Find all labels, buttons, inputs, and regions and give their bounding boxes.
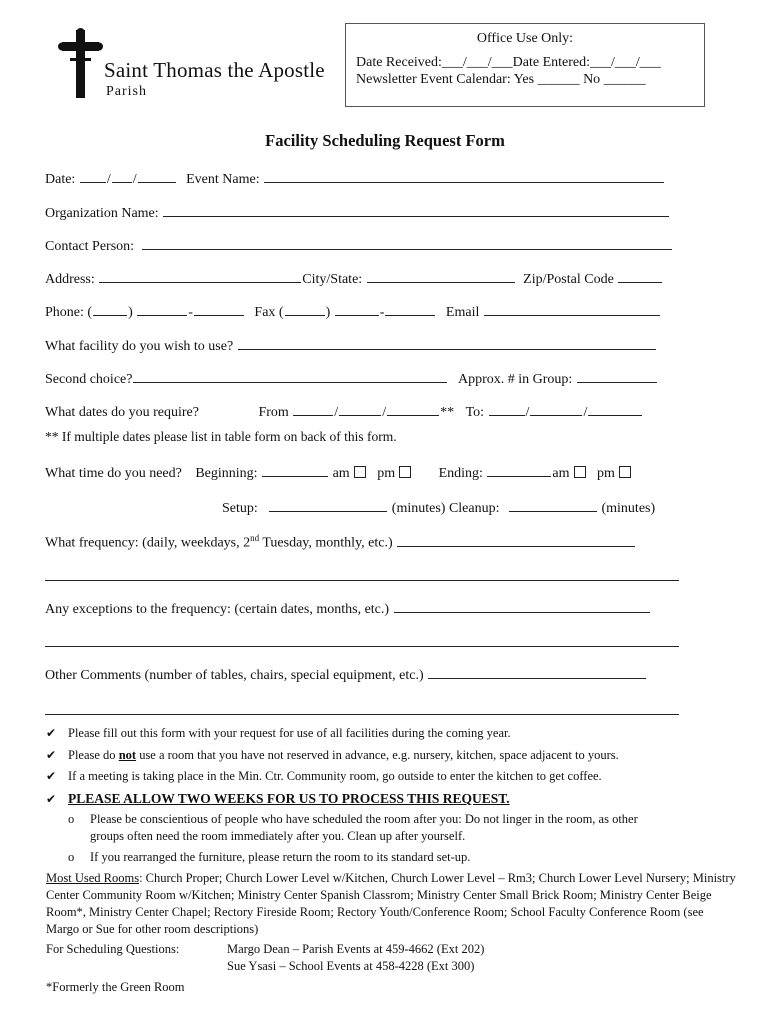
bullet-text: Please do	[68, 748, 116, 762]
address-field[interactable]	[99, 270, 301, 283]
fax-area-field[interactable]	[285, 303, 325, 316]
circle-bullet-icon: o	[68, 850, 75, 864]
beginning-time-field[interactable]	[262, 464, 328, 477]
setup-row	[222, 499, 655, 517]
frequency-sup: nd	[250, 533, 260, 543]
rooms-text: : Church Proper; Church Lower Level w/Kitchen, Church Lower Level – Rm3; Church Lower Level Nursery; Ministry Center Community Room w/Kitchen; Ministry Center Spanish Classrom; Ministry Center Small Brick Room; Ministry Center Beige Room*, Ministry Center Chapel; Rectory Fireside Room; Rectory Youth/Conference Room; School Faculty Conference Room (see Margo or Sue for other room descriptions)	[46, 871, 736, 936]
date-label: Date:	[45, 172, 76, 187]
event-name-field[interactable]	[264, 170, 664, 183]
bullet-text-rest: use a room that you have not reserved in advance, e.g. nursery, kitchen, space adjacent to yours.	[136, 748, 619, 762]
contact-field[interactable]	[142, 237, 672, 250]
bullet-item	[46, 769, 602, 784]
date-year-field[interactable]	[138, 170, 176, 183]
facility-question: What facility do you wish to use?	[45, 339, 234, 354]
parish-sub: Parish	[106, 84, 147, 99]
sub-bullet-item	[68, 850, 470, 865]
phone-area-field[interactable]	[93, 303, 127, 316]
phone-prefix-field[interactable]	[137, 303, 187, 316]
address-row	[45, 270, 663, 288]
form-title: Facility Scheduling Request Form	[265, 131, 505, 150]
beginning-pm-label: pm	[377, 466, 396, 481]
bullet-emphasis: not	[118, 748, 137, 762]
from-label: From	[258, 405, 289, 420]
city-label: City/State:	[302, 272, 363, 287]
phone-label: Phone:	[45, 305, 84, 320]
organization-label: Organization Name:	[45, 206, 159, 221]
check-icon: ✔	[46, 769, 57, 783]
zip-field[interactable]	[618, 270, 662, 283]
email-label: Email	[445, 305, 480, 320]
contact-margo: Margo Dean – Parish Events at 459-4662 (Ext 202)	[227, 942, 485, 956]
city-field[interactable]	[367, 270, 515, 283]
sub-bullet-text: If you rearranged the furniture, please return the room to its standard set-up.	[90, 850, 471, 864]
address-label: Address:	[45, 272, 95, 287]
frequency-question-b: Tuesday, monthly, etc.)	[259, 535, 393, 551]
check-icon: ✔	[46, 792, 57, 806]
exceptions-question: Any exceptions to the frequency: (certain dates, months, etc.)	[45, 602, 390, 617]
bullet-text: Please fill out this form with your request for use of all facilities during the coming year.	[68, 726, 511, 740]
rooms-label: Most Used Rooms	[46, 871, 140, 885]
comments-row	[45, 666, 647, 684]
fax-line-field[interactable]	[385, 303, 435, 316]
office-use-title: Office Use Only:	[476, 31, 574, 46]
group-size-field[interactable]	[577, 370, 657, 383]
dates-question: What dates do you require?	[45, 405, 199, 420]
to-year-field[interactable]	[588, 403, 642, 416]
ending-am-label: am	[552, 466, 570, 481]
facility-field[interactable]	[238, 337, 656, 350]
newsletter-line: Newsletter Event Calendar: Yes ______ No ______	[356, 72, 646, 87]
sub-bullet-continuation: groups often need the room immediately after you. Clean up after yourself.	[90, 829, 466, 843]
facility-row	[45, 337, 657, 355]
beginning-am-label: am	[332, 466, 350, 481]
check-icon: ✔	[46, 748, 57, 762]
setup-label: Setup:	[222, 501, 258, 516]
contacts-label: For Scheduling Questions:	[46, 942, 180, 956]
second-choice-row	[45, 370, 658, 388]
footnote: *Formerly the Green Room	[46, 980, 185, 994]
bullet-text: If a meeting is taking place in the Min. Ctr. Community room, go outside to enter the kitchen to get coffee.	[68, 769, 602, 783]
time-row	[45, 464, 631, 482]
most-used-rooms	[46, 870, 736, 938]
from-day-field[interactable]	[339, 403, 381, 416]
event-name-label: Event Name:	[186, 172, 260, 187]
circle-bullet-icon: o	[68, 812, 75, 826]
date-month-field[interactable]	[80, 170, 106, 183]
contact-row	[45, 237, 673, 255]
cleanup-field[interactable]	[509, 499, 597, 512]
setup-field[interactable]	[269, 499, 387, 512]
bullet-item	[46, 791, 510, 807]
cleanup-label: Cleanup:	[448, 501, 500, 516]
email-field[interactable]	[484, 303, 660, 316]
frequency-row	[45, 533, 636, 552]
date-received-line: Date Received:___/___/___Date Entered:___/___/___	[356, 55, 661, 70]
check-icon: ✔	[46, 726, 57, 740]
cleanup-minutes: (minutes)	[601, 501, 656, 516]
to-month-field[interactable]	[489, 403, 525, 416]
ending-pm-checkbox[interactable]	[619, 466, 631, 478]
second-choice-label: Second choice?	[45, 372, 133, 387]
phone-row: Phone: ( ) - Fax ( ) - Email	[45, 303, 661, 321]
contact-label: Contact Person:	[45, 239, 135, 254]
parish-logo	[58, 28, 328, 100]
sub-bullet-item	[68, 812, 638, 827]
bullet-text: PLEASE ALLOW TWO WEEKS FOR US TO PROCESS THIS REQUEST.	[68, 791, 510, 806]
phone-line-field[interactable]	[194, 303, 244, 316]
contact-sue: Sue Ysasi – School Events at 458-4228 (Ext 300)	[227, 959, 475, 973]
beginning-am-checkbox[interactable]	[354, 466, 366, 478]
date-day-field[interactable]	[112, 170, 132, 183]
bullet-item	[46, 726, 511, 741]
cross-icon	[58, 28, 104, 100]
organization-row	[45, 204, 670, 222]
to-label: To:	[465, 405, 485, 420]
ending-pm-label: pm	[597, 466, 615, 481]
comments-field-line2[interactable]	[45, 714, 679, 715]
frequency-field-line2[interactable]	[45, 580, 679, 581]
from-year-field[interactable]	[387, 403, 439, 416]
office-use-box	[345, 23, 705, 107]
organization-field[interactable]	[163, 204, 669, 217]
sub-bullet-text: Please be conscientious of people who have scheduled the room after you: Do not linger in the room, as other	[90, 812, 638, 826]
zip-label: Zip/Postal Code	[523, 272, 614, 287]
ending-label: Ending:	[438, 466, 483, 481]
parish-name: Saint Thomas the Apostle	[104, 58, 325, 82]
to-day-field[interactable]	[530, 403, 582, 416]
comments-field[interactable]	[428, 666, 646, 679]
second-choice-field[interactable]	[133, 370, 447, 383]
exceptions-row	[45, 600, 651, 618]
fax-label: Fax	[254, 305, 276, 320]
frequency-question-a: What frequency: (daily, weekdays, 2	[45, 535, 251, 551]
frequency-field[interactable]	[397, 534, 635, 547]
beginning-label: Beginning:	[195, 466, 258, 481]
beginning-pm-checkbox[interactable]	[399, 466, 411, 478]
ending-time-field[interactable]	[487, 464, 551, 477]
bullet-item	[46, 748, 619, 763]
dates-note: ** If multiple dates please list in table form on back of this form.	[45, 429, 397, 444]
setup-minutes: (minutes)	[391, 501, 446, 516]
group-size-label: Approx. # in Group:	[457, 372, 573, 387]
exceptions-field[interactable]	[394, 600, 650, 613]
ending-am-checkbox[interactable]	[574, 466, 586, 478]
exceptions-field-line2[interactable]	[45, 646, 679, 647]
from-month-field[interactable]	[293, 403, 333, 416]
time-question: What time do you need?	[45, 466, 182, 481]
dates-row: What dates do you require? From / / ** To: / /	[45, 403, 643, 421]
comments-question: Other Comments (number of tables, chairs, special equipment, etc.)	[45, 668, 424, 683]
date-row: Date: / / Event Name:	[45, 170, 665, 188]
fax-prefix-field[interactable]	[335, 303, 379, 316]
